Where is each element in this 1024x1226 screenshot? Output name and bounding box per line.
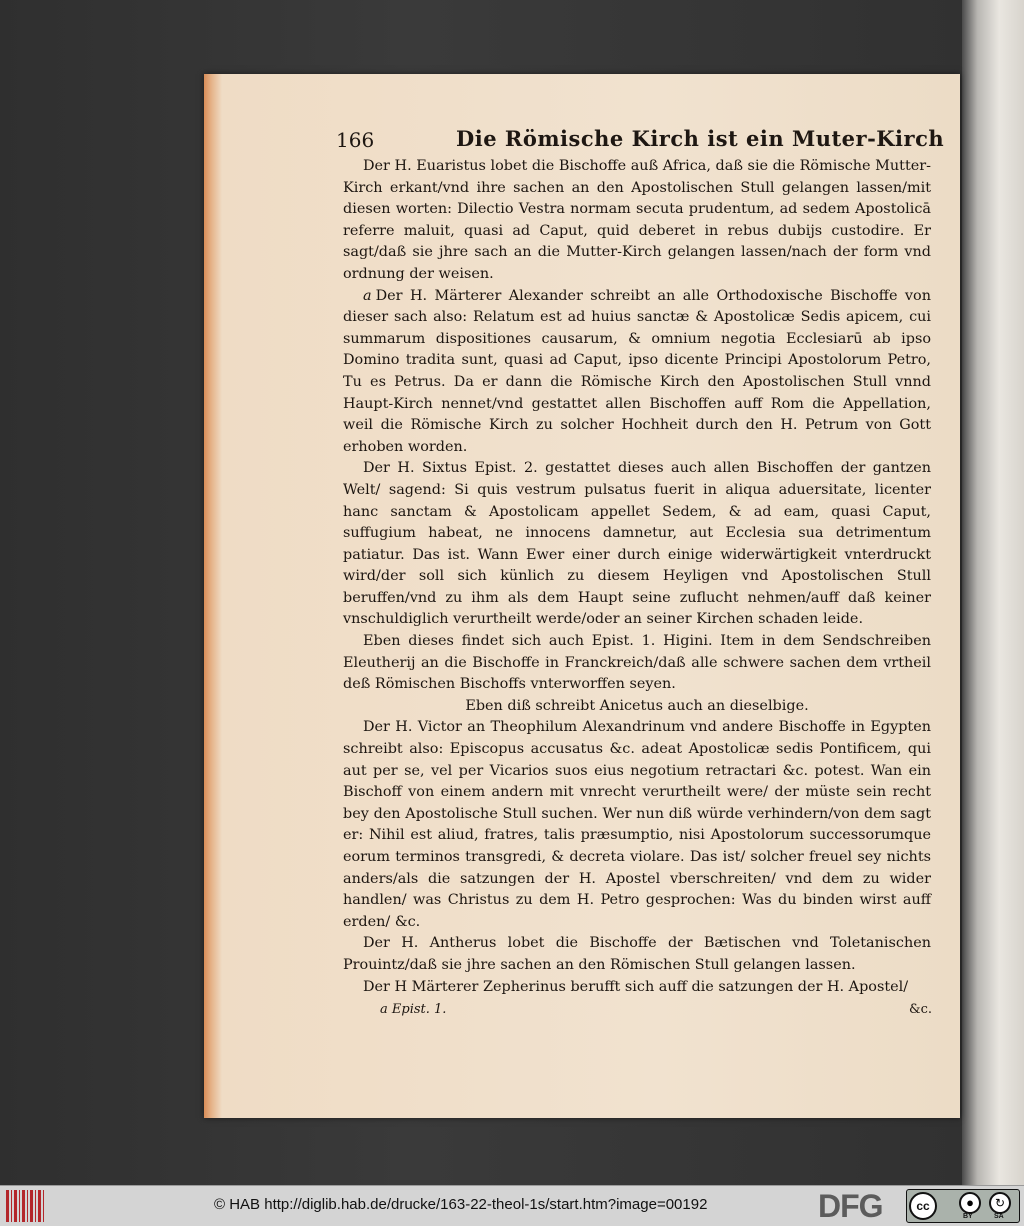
paragraph (343, 156, 931, 286)
running-title: Die Römische Kirch ist ein Muter-Kirch (456, 126, 945, 151)
viewer-bottom-bar (0, 1185, 1024, 1226)
cc-icon: cc (909, 1192, 937, 1220)
by-label: BY (963, 1213, 973, 1220)
paragraph (343, 933, 931, 976)
paragraph (343, 631, 931, 696)
facing-page-edge (962, 0, 1024, 1185)
catchword: &c. (909, 1002, 932, 1017)
paragraph-text: Der H. Sixtus Epist. 2. gestattet dieses auch allen Bischoffen der gantzen Welt/ sagend: Si quis vestrum pulsatus fuerit in aliqua aduersitate, licenter hanc sanctam & Apostolicam appellet Sedem, & ad eam, quasi Caput, suffugium habeat, ne innocens damnetur, aut Ecclesia sua detrimentum patiatur. Das ist. Wann Ewer einer durch einige widerwärtigkeit vnterdruckt wird/der soll sich künlich zu diesem Heyligen vnd Apostolischen Stull beruffen/vnd zu ihm als dem Haupt seine zuflucht nehmen/auff daß keiner vnschuldiglich verurtheilt werde/oder an seiner Kirchen schaden leide. (343, 460, 931, 628)
paragraph-text: Eben diß schreibt Anicetus auch an dieselbige. (465, 697, 809, 714)
sa-label: SA (994, 1213, 1004, 1220)
barcode-icon (6, 1190, 46, 1222)
paragraph-text: Der H. Victor an Theophilum Alexandrinum vnd andere Bischoffe in Egypten schreibt also: Episcopus accusatus &c. adeat Apostolicæ sedis Pontificem, qui aut per se, vel per Vicarios suos eius negotium retractari &c. potest. Wan ein Bischoff von einem andern mit vnrecht verurtheilt were/ der müste sein recht bey den Apostolische Stull suchen. Wer nun diß würde verhindern/von dem sagt er: Nihil est aliud, fratres, talis præsumptio, nisi Apostolorum successorumque eorum terminos transgredi, & decreta violare. Das ist/ solcher freuel sey nichts anders/als die satzungen der H. Apostel vberschreiten/ vnd dem zu wider handlen/ was Christus zu dem H. Petro gesprochen: Was du binden wirst auff erden/ &c. (343, 719, 931, 930)
body-text (343, 156, 931, 998)
paragraph (343, 458, 931, 631)
paragraph-text: Der H. Märterer Alexander schreibt an alle Orthodoxische Bischoffe von dieser sach also: Relatum est ad huius sanctæ & Apostolicæ Sedis apicem, cui summarum dispositiones causarum, & omnium negotia Ecclesiarū ab ipso Domino tradita sunt, quasi ad Caput, ipso dicente Principi Apostolorum Petro, Tu es Petrus. Da er dann die Römische Kirch den Apostolischen Stull vnnd Haupt-Kirch nennet/vnd gestattet allen Bischoffen auff Rom die Appellation, weil die Römische Kirch zu solcher Hochheit durch den H. Petrum von Gott erhoben worden. (343, 287, 931, 455)
paragraph (343, 286, 931, 459)
paragraph-centered (343, 696, 931, 718)
paragraph-text: Der H Märterer Zepherinus berufft sich auff die satzungen der H. Apostel/ (363, 978, 909, 995)
paragraph-text: Der H. Euaristus lobet die Bischoffe auß Africa, daß sie die Römische Mutter-Kirch erkant/vnd ihre sachen an den Apostolischen Stull gelangen lassen/mit diesen worten: Dilectio Vestra normam secuta prudentum, ad sedem Apostolicā referre maluit, quasi ad Caput, quid deberet in rebus dubijs custodire. Er sagt/daß sie jhre sach an die Mutter-Kirch gelangen lassen/nach der form vnd ordnung der weisen. (343, 158, 931, 282)
margin-note-marker: a (363, 287, 372, 304)
footnote: a Epist. 1. (380, 1002, 447, 1017)
paragraph-text: Eben dieses findet sich auch Epist. 1. Higini. Item in dem Sendschreiben Eleutherij an die Bischoffe in Franckreich/daß alle schwere sachen dem vrtheil deß Römischen Bischoffs vnterworffen seyen. (343, 633, 931, 693)
paragraph (343, 717, 931, 933)
by-icon: ● (959, 1192, 981, 1214)
page-number: 166 (336, 128, 375, 152)
paragraph (343, 977, 931, 999)
page-header (336, 126, 946, 158)
dfg-logo[interactable]: DFG (818, 1188, 883, 1224)
page-footer (380, 1002, 932, 1022)
paragraph-text: Der H. Antherus lobet die Bischoffe der Bætischen vnd Toletanischen Prouintz/daß sie jhre sachen an den Römischen Stull gelangen lassen. (343, 935, 931, 973)
sa-icon: ↻ (989, 1192, 1011, 1214)
cc-license-badge[interactable] (906, 1189, 1020, 1223)
credit-link[interactable]: © HAB http://diglib.hab.de/drucke/163-22-theol-1s/start.htm?image=00192 (214, 1196, 708, 1213)
